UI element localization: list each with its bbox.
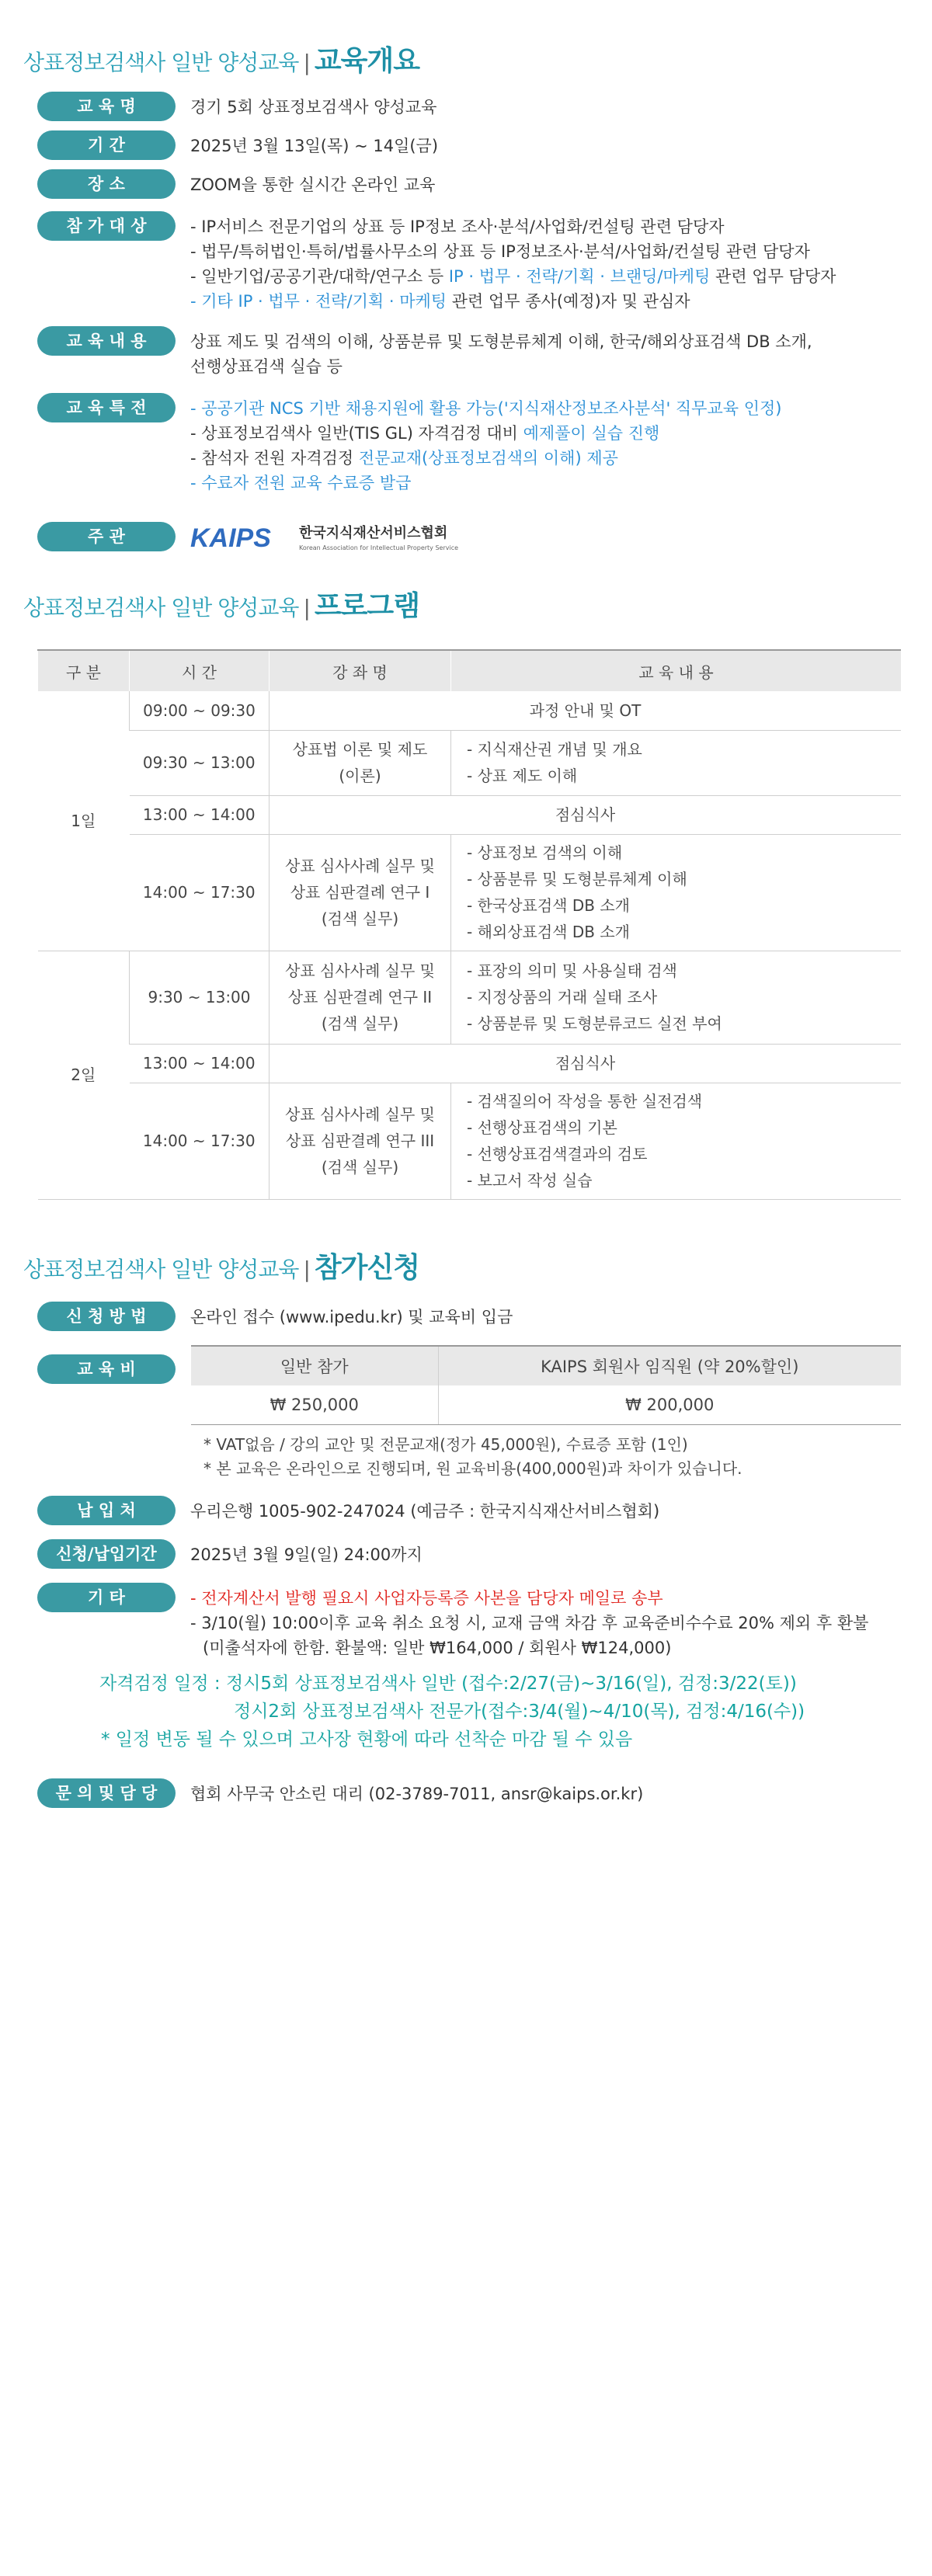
fee-general-value: ₩ 250,000 <box>191 1385 438 1425</box>
fee-header-member: KAIPS 회원사 임직원 (약 20%할인) <box>438 1346 901 1385</box>
content-cell: 과정 안내 및 OT <box>270 691 902 730</box>
table-row <box>38 834 902 951</box>
overview-title-main: 교육개요 <box>314 45 419 77</box>
time-cell: 13:00 ~ 14:00 <box>130 1044 270 1083</box>
col-header-course: 강 좌 명 <box>270 650 451 691</box>
course-name-value: 경기 5회 상표정보검색사 양성교육 <box>190 98 437 116</box>
fee-member-value: ₩ 200,000 <box>438 1385 901 1425</box>
overview-section-title: 상표정보검색사 일반 양성교육 | 교육개요 <box>23 45 419 77</box>
label-period: 기 간 <box>37 130 176 160</box>
time-cell: 14:00 ~ 17:30 <box>130 1083 270 1199</box>
content-cell: 점심식사 <box>270 1044 902 1083</box>
label-payee: 납 입 처 <box>37 1496 176 1525</box>
label-contact: 문 의 및 담 당 <box>37 1778 176 1808</box>
target-line: - 법무/특허법인·특허/법률사무소의 상표 등 IP정보조사·분석/사업화/컨설팅 관련 담당자 <box>190 242 810 261</box>
benefit-line: - 상표정보검색사 일반(TIS GL) 자격검정 대비 예제풀이 실습 진행 <box>190 424 660 443</box>
period-value: 2025년 3월 13일(목) ~ 14일(금) <box>190 137 439 155</box>
program-table <box>37 649 901 1200</box>
etc-line: - 3/10(월) 10:00이후 교육 취소 요청 시, 교재 금액 차감 후 교육준비수수료 20% 제외 후 환불 <box>190 1614 869 1632</box>
program-title-main: 프로그램 <box>314 590 419 622</box>
table-row <box>38 730 902 795</box>
apply-title-main: 참가신청 <box>314 1252 419 1284</box>
exam-schedule <box>99 1670 805 1754</box>
benefit-line: - 수료자 전원 교육 수료증 발급 <box>190 474 412 492</box>
logo-name-ko: 한국지식재산서비스협회 <box>299 525 448 541</box>
fee-table <box>191 1345 901 1425</box>
col-header-time: 시 간 <box>130 650 270 691</box>
table-row <box>38 691 902 730</box>
etc-line: - 전자계산서 발행 필요시 사업자등록증 사본을 담당자 메일로 송부 <box>190 1589 663 1608</box>
course-cell: 상표 심사사례 실무 및 상표 심판결례 연구 III (검색 실무) <box>270 1083 451 1199</box>
table-row <box>38 795 902 834</box>
fee-header-general: 일반 참가 <box>191 1346 438 1385</box>
label-deadline: 신청/납입기간 <box>37 1539 176 1569</box>
kaips-logo <box>190 519 485 556</box>
program-title-prefix: 상표정보검색사 일반 양성교육 <box>23 595 299 621</box>
time-cell: 09:30 ~ 13:00 <box>130 730 270 795</box>
program-section-title: 상표정보검색사 일반 양성교육 | 프로그램 <box>23 590 419 622</box>
label-benefits: 교 육 특 전 <box>37 393 176 422</box>
content-cell: - 검색질의어 작성을 통한 실전검색 - 선행상표검색의 기본 - 선행상표검색결과의 검토 - 보고서 작성 실습 <box>451 1083 902 1199</box>
table-row <box>38 951 902 1044</box>
schedule-line: 자격검정 일정 : 정시5회 상표정보검색사 일반 (접수:2/27(금)~3/16(일), 검정:3/22(토)) <box>99 1674 797 1694</box>
label-place: 장 소 <box>37 169 176 199</box>
method-value: 온라인 접수 (www.ipedu.kr) 및 교육비 입금 <box>190 1308 513 1326</box>
col-header-day: 구 분 <box>38 650 130 691</box>
label-target: 참 가 대 상 <box>37 211 176 241</box>
benefit-line: - 참석자 전원 자격검정 전문교재(상표정보검색의 이해) 제공 <box>190 449 618 468</box>
logo-name-en: Korean Association for Intellectual Property Service <box>299 544 459 551</box>
schedule-line: 정시2회 상표정보검색사 전문가(접수:3/4(월)~4/10(목), 검정:4/16(수)) <box>234 1702 805 1722</box>
day-cell: 2일 <box>38 951 130 1199</box>
overview-title-prefix: 상표정보검색사 일반 양성교육 <box>23 50 299 75</box>
col-header-content: 교 육 내 용 <box>451 650 902 691</box>
day-cell: 1일 <box>38 691 130 951</box>
payee-value: 우리은행 1005-902-247024 (예금주 : 한국지식재산서비스협회) <box>190 1502 660 1521</box>
course-cell: 상표 심사사례 실무 및 상표 심판결례 연구 II (검색 실무) <box>270 951 451 1044</box>
fee-note: * VAT없음 / 강의 교안 및 전문교재(정가 45,000원), 수료증 포함 (1인) <box>203 1435 688 1454</box>
label-content: 교 육 내 용 <box>37 326 176 356</box>
time-cell: 9:30 ~ 13:00 <box>130 951 270 1044</box>
label-host: 주 관 <box>37 522 176 551</box>
content-cell: 점심식사 <box>270 795 902 834</box>
fee-note: * 본 교육은 온라인으로 진행되며, 원 교육비용(400,000원)과 차이가 있습니다. <box>203 1459 742 1478</box>
course-cell: 상표 심사사례 실무 및 상표 심판결례 연구 I (검색 실무) <box>270 834 451 951</box>
target-line: - 일반기업/공공기관/대학/연구소 등 IP · 법무 · 전략/기획 · 브랜딩/마케팅 관련 업무 담당자 <box>190 267 836 286</box>
apply-title-prefix: 상표정보검색사 일반 양성교육 <box>23 1257 299 1282</box>
etc-line: (미출석자에 한함. 환불액: 일반 ₩164,000 / 회원사 ₩124,000) <box>203 1639 672 1657</box>
deadline-value: 2025년 3월 9일(일) 24:00까지 <box>190 1545 423 1564</box>
label-fee: 교 육 비 <box>37 1354 176 1384</box>
table-row <box>38 1044 902 1083</box>
time-cell: 13:00 ~ 14:00 <box>130 795 270 834</box>
label-course-name: 교 육 명 <box>37 92 176 121</box>
content-line: 상표 제도 및 검색의 이해, 상품분류 및 도형분류체계 이해, 한국/해외상표검색 DB 소개, <box>190 332 812 351</box>
course-cell: 상표법 이론 및 제도 (이론) <box>270 730 451 795</box>
schedule-line: * 일정 변동 될 수 있으며 고사장 현황에 따라 선착순 마감 될 수 있음 <box>101 1730 633 1750</box>
target-line: - 기타 IP · 법무 · 전략/기획 · 마케팅 관련 업무 종사(예정)자 및 관심자 <box>190 292 690 311</box>
benefit-line: - 공공기관 NCS 기반 채용지원에 활용 가능('지식재산정보조사분석' 직무교육 인정) <box>190 399 782 418</box>
program-header-row <box>38 650 902 691</box>
fee-notes <box>203 1433 742 1481</box>
apply-section-title: 상표정보검색사 일반 양성교육 | 참가신청 <box>23 1252 419 1284</box>
table-row <box>38 1083 902 1199</box>
content-cell: - 표장의 의미 및 사용실태 검색 - 지정상품의 거래 실태 조사 - 상품분류 및 도형분류코드 실전 부여 <box>451 951 902 1044</box>
time-cell: 14:00 ~ 17:30 <box>130 834 270 951</box>
content-cell: - 상표정보 검색의 이해 - 상품분류 및 도형분류체계 이해 - 한국상표검색 DB 소개 - 해외상표검색 DB 소개 <box>451 834 902 951</box>
contact-value: 협회 사무국 안소린 대리 (02-3789-7011, ansr@kaips.or.kr) <box>190 1785 644 1803</box>
content-line: 선행상표검색 실습 등 <box>190 357 343 376</box>
time-cell: 09:00 ~ 09:30 <box>130 691 270 730</box>
label-method: 신 청 방 법 <box>37 1302 176 1331</box>
target-line: - IP서비스 전문기업의 상표 등 IP정보 조사·분석/사업화/컨설팅 관련 담당자 <box>190 217 725 236</box>
content-cell: - 지식재산권 개념 및 개요 - 상표 제도 이해 <box>451 730 902 795</box>
label-etc: 기 타 <box>37 1583 176 1612</box>
logo-mark: KAIPS <box>190 523 271 553</box>
place-value: ZOOM을 통한 실시간 온라인 교육 <box>190 176 436 194</box>
